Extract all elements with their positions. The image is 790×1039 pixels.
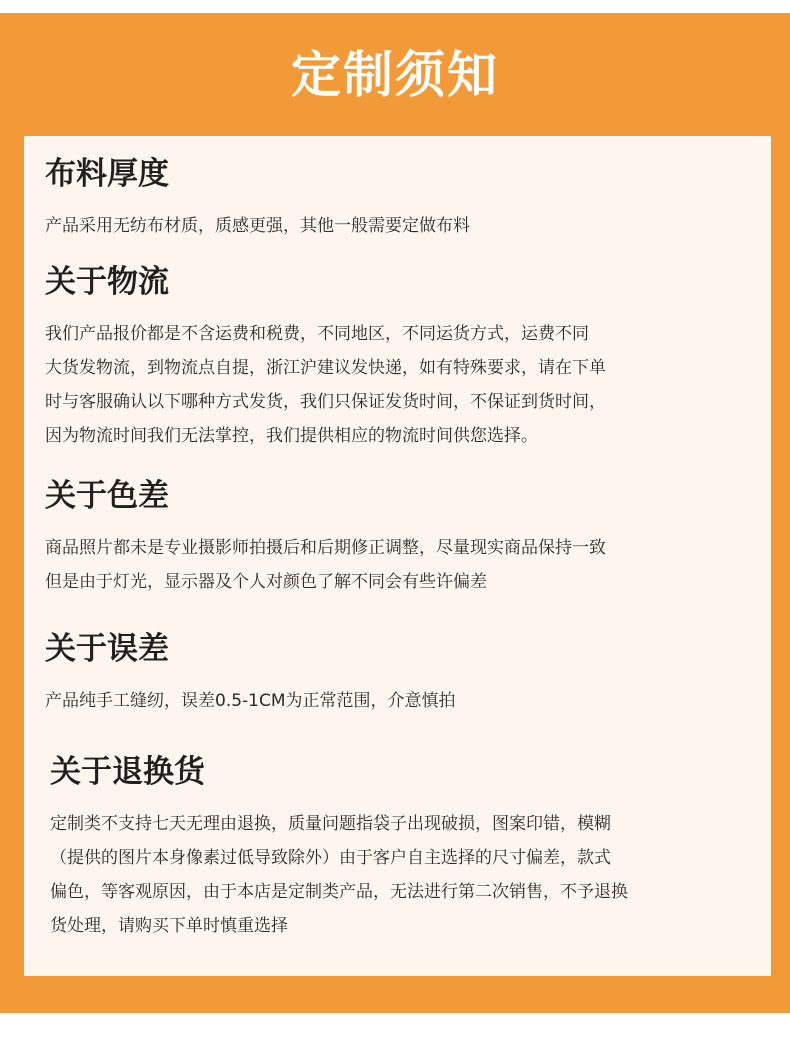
section-body — [50, 807, 750, 943]
section-size-error — [45, 629, 745, 718]
section-text-line: （提供的图片本身像素过低导致除外）由于客户自主选择的尺寸偏差，款式 — [50, 848, 611, 868]
section-body — [45, 209, 745, 243]
section-heading: 关于物流 — [45, 264, 169, 300]
section-heading: 关于色差 — [45, 478, 169, 514]
section-text-line: 时与客服确认以下哪种方式发货，我们只保证发货时间，不保证到货时间， — [45, 392, 606, 412]
section-text-line: 因为物流时间我们无法掌控，我们提供相应的物流时间供您选择。 — [45, 426, 538, 446]
section-text-line: 偏色，等客观原因，由于本店是定制类产品，无法进行第二次销售，不予退换 — [50, 882, 628, 902]
section-text-line: 产品纯手工缝纫，误差0.5-1CM为正常范围，介意慎拍 — [45, 691, 456, 711]
section-text-line: 商品照片都未是专业摄影师拍摄后和后期修正调整，尽量现实商品保持一致 — [45, 538, 606, 558]
section-text-line: 大货发物流，到物流点自提，浙江沪建议发快递，如有特殊要求，请在下单 — [45, 358, 606, 378]
section-returns — [50, 752, 750, 943]
section-body — [45, 317, 745, 453]
page-title: 定制须知 — [291, 46, 499, 104]
section-fabric-thickness — [45, 154, 745, 243]
section-heading: 布料厚度 — [45, 156, 169, 192]
section-text-line: 定制类不支持七天无理由退换，质量问题指袋子出现破损，图案印错，模糊 — [50, 814, 611, 834]
section-heading: 关于误差 — [45, 631, 169, 667]
section-body — [45, 531, 745, 599]
section-logistics — [45, 262, 745, 453]
section-text-line: 产品采用无纺布材质，质感更强，其他一般需要定做布料 — [45, 216, 470, 236]
section-heading: 关于退换货 — [50, 754, 205, 790]
section-text-line: 但是由于灯光，显示器及个人对颜色了解不同会有些许偏差 — [45, 572, 487, 592]
section-text-line: 货处理，请购买下单时慎重选择 — [50, 916, 288, 936]
section-body — [45, 684, 745, 718]
section-color-difference — [45, 476, 745, 599]
section-text-line: 我们产品报价都是不含运费和税费，不同地区，不同运货方式，运费不同 — [45, 324, 589, 344]
